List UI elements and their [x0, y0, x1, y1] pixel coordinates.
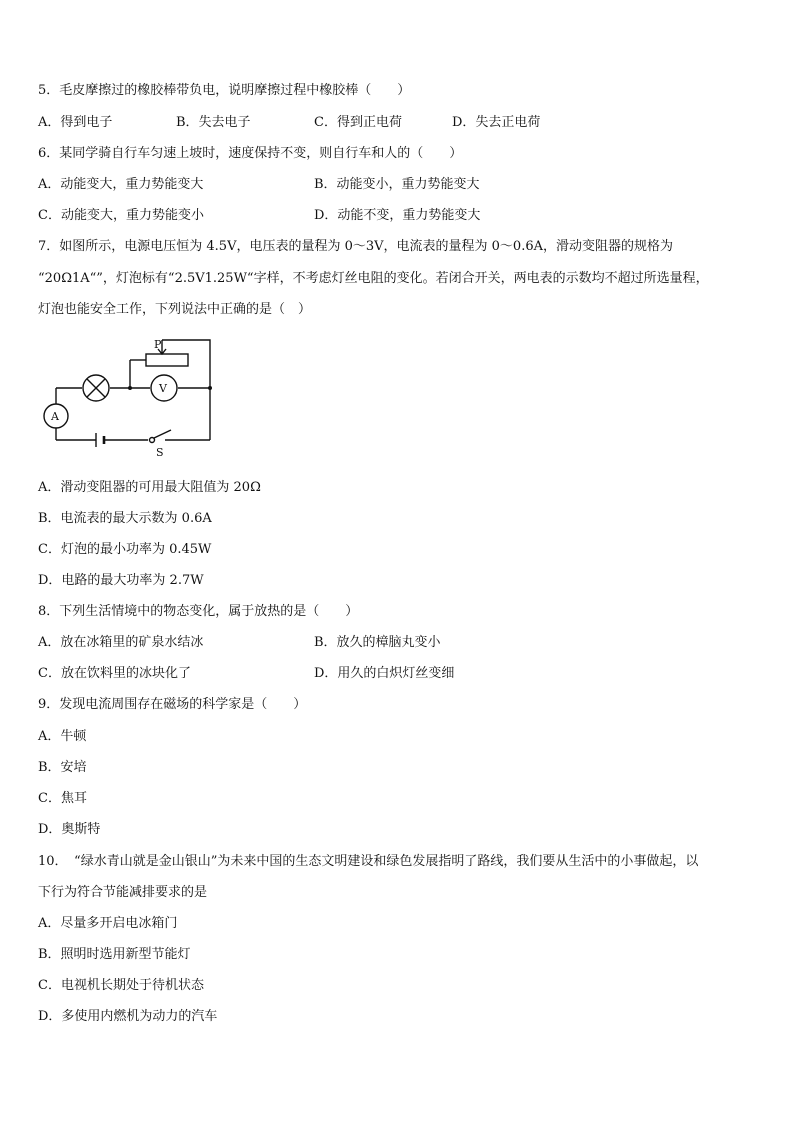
question-10-option-b: B．照明时选用新型节能灯: [38, 947, 191, 962]
question-9-option-b: B．安培: [38, 760, 87, 775]
wire-slider: [162, 340, 210, 388]
question-10-option-d: D．多使用内燃机为动力的汽车: [38, 1009, 218, 1024]
question-5-option-b: B．失去电子: [176, 115, 251, 130]
question-6-option-b: B．动能变小，重力势能变大: [314, 177, 480, 192]
question-6-option-d: D．动能不变，重力势能变大: [314, 208, 481, 223]
question-5-option-d: D．失去正电荷: [452, 115, 541, 130]
question-8-option-b: B．放久的樟脑丸变小: [314, 635, 441, 650]
question-7-stem-line-1: 7．如图所示，电源电压恒为 4.5V，电压表的量程为 0～3V，电流表的量程为 0～0.6A，滑动变阻器的规格为: [38, 239, 673, 254]
question-8-stem: 8．下列生活情境中的物态变化，属于放热的是（ ）: [38, 604, 359, 619]
junction-left: [128, 386, 132, 390]
question-7-option-d: D．电路的最大功率为 2.7W: [38, 573, 204, 588]
question-9-option-a: A．牛顿: [38, 729, 87, 744]
question-10-option-c: C．电视机长期处于待机状态: [38, 978, 204, 993]
question-7-stem-line-3: 灯泡也能安全工作，下列说法中正确的是（ ）: [38, 302, 312, 317]
question-9-option-d: D．奥斯特: [38, 822, 101, 837]
question-5-option-a: A．得到电子: [38, 115, 113, 130]
question-6-option-a: A．动能变大，重力势能变大: [38, 177, 204, 192]
question-10-option-a: A．尽量多开启电冰箱门: [38, 916, 178, 931]
circuit-diagram: [38, 330, 218, 460]
question-6-stem: 6．某同学骑自行车匀速上坡时，速度保持不变，则自行车和人的（ ）: [38, 146, 463, 161]
question-7-option-c: C．灯泡的最小功率为 0.45W: [38, 542, 212, 557]
question-8-option-a: A．放在冰箱里的矿泉水结冰: [38, 635, 204, 650]
label-a: A: [51, 410, 59, 423]
switch-pivot: [150, 438, 155, 443]
question-5-stem: 5．毛皮摩擦过的橡胶棒带负电，说明摩擦过程中橡胶棒（ ）: [38, 83, 411, 98]
rheostat: [146, 354, 188, 366]
question-9-option-c: C．焦耳: [38, 791, 87, 806]
question-7-option-a: A．滑动变阻器的可用最大阻值为 20Ω: [38, 480, 261, 495]
question-7-option-b: B．电流表的最大示数为 0.6A: [38, 511, 212, 526]
question-7-stem-line-2: “20Ω1A“”，灯泡标有“2.5V1.25W“字样，不考虑灯丝电阻的变化。若闭合开关，两电表的示数均不超过所选量程，: [38, 271, 709, 286]
label-v: V: [159, 382, 167, 395]
question-6-option-c: C．动能变大，重力势能变小: [38, 208, 204, 223]
question-9-stem: 9．发现电流周围存在磁场的科学家是（ ）: [38, 697, 307, 712]
junction-right: [208, 386, 212, 390]
question-10-stem-line-2: 下行为符合节能减排要求的是: [38, 885, 208, 900]
label-p: P: [154, 338, 162, 351]
question-8-option-d: D．用久的白炽灯丝变细: [314, 666, 455, 681]
label-s: S: [156, 446, 164, 459]
switch-blade: [154, 430, 171, 438]
question-10-stem-line-1: 10． “绿水青山就是金山银山”为未来中国的生态文明建设和绿色发展指明了路线，我们要从生活中的小事做起，以: [38, 854, 699, 869]
question-5-option-c: C．得到正电荷: [314, 115, 402, 130]
question-8-option-c: C．放在饮料里的冰块化了: [38, 666, 191, 681]
